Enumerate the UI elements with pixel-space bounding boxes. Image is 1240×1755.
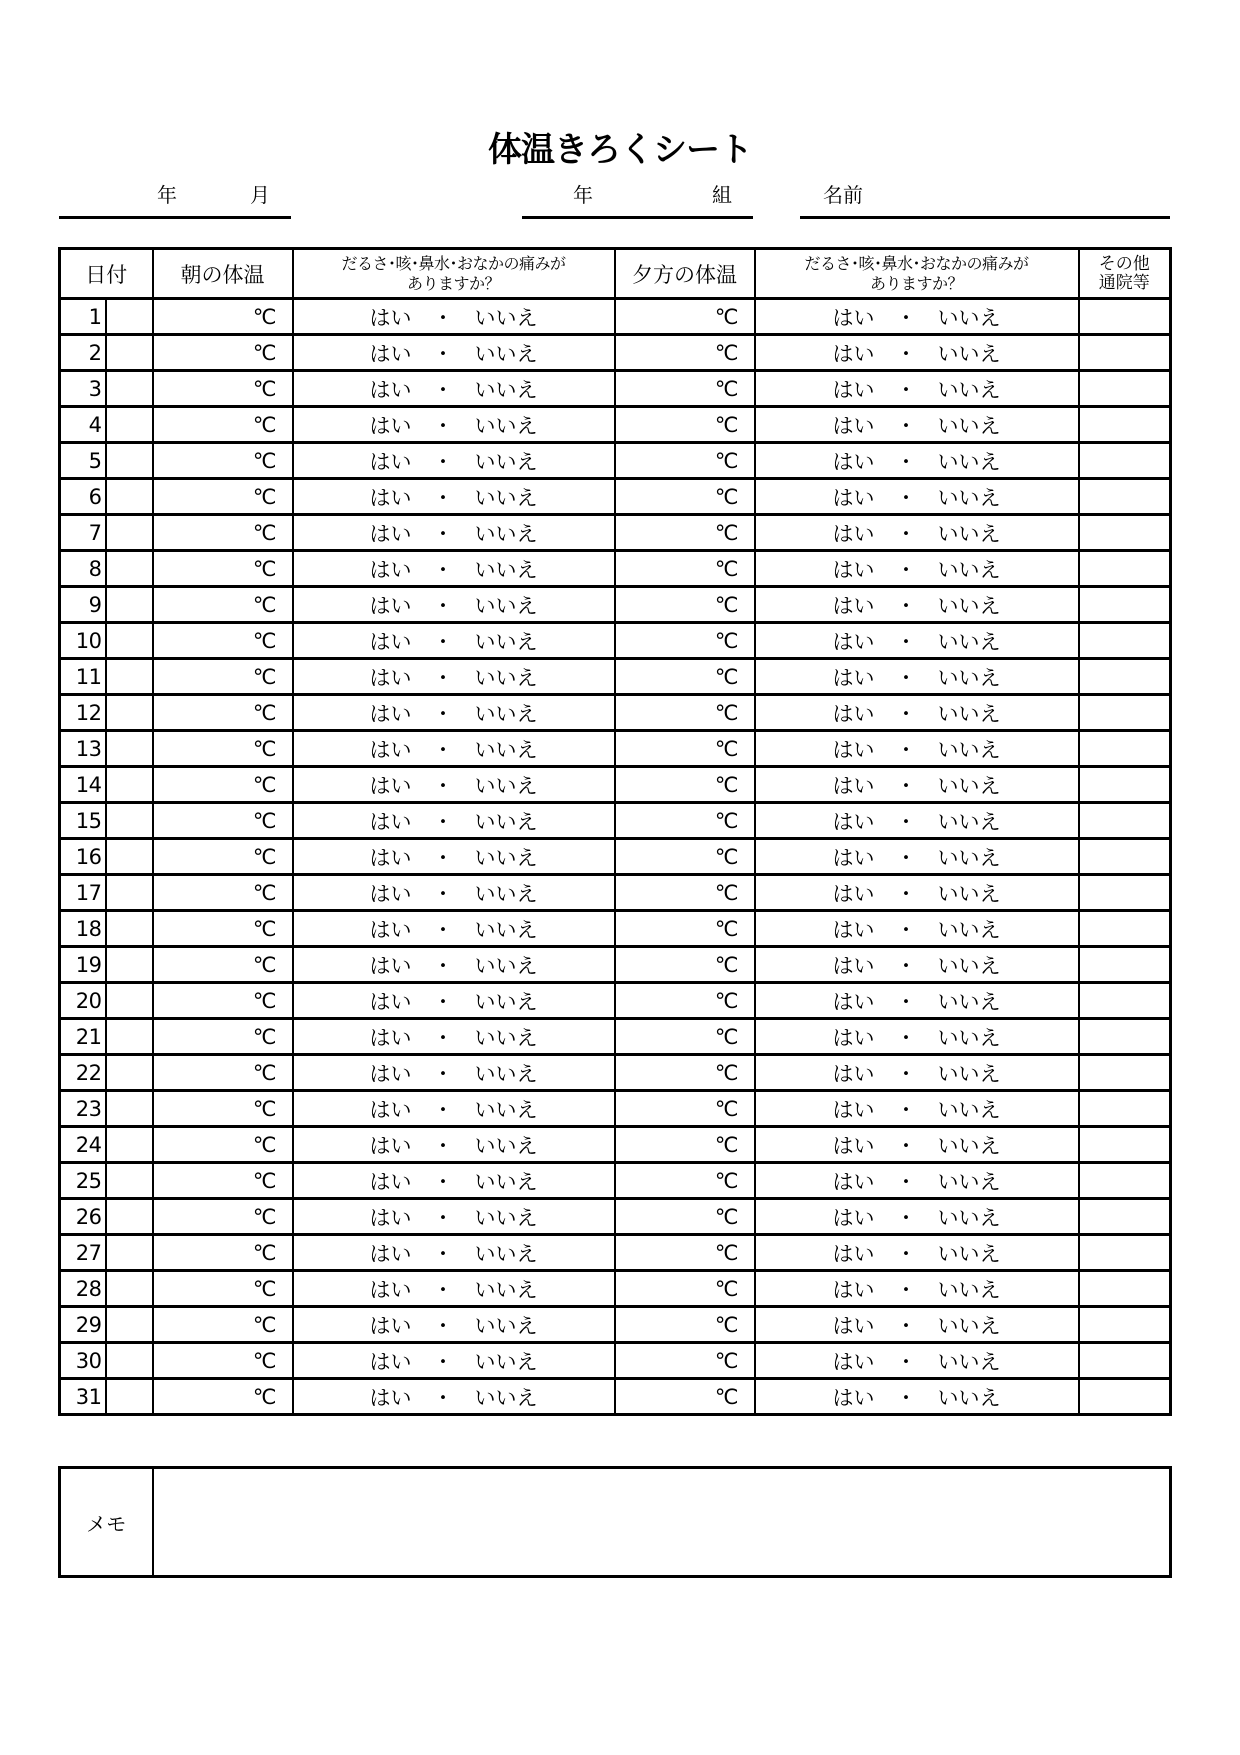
date-entry-cell[interactable] bbox=[106, 1019, 153, 1055]
evening-symptoms-choice[interactable]: はい ・ いいえ bbox=[755, 407, 1079, 443]
day-number: 20 bbox=[60, 983, 106, 1019]
other-notes-cell[interactable] bbox=[1079, 299, 1171, 335]
table-row bbox=[60, 1343, 1171, 1379]
morning-temp-cell[interactable]: ℃ bbox=[153, 911, 293, 947]
other-notes-cell[interactable] bbox=[1079, 407, 1171, 443]
evening-temp-cell[interactable]: ℃ bbox=[615, 983, 755, 1019]
other-notes-cell[interactable] bbox=[1079, 947, 1171, 983]
day-number: 24 bbox=[60, 1127, 106, 1163]
date-entry-cell[interactable] bbox=[106, 371, 153, 407]
table-row bbox=[60, 659, 1171, 695]
evening-temp-cell[interactable]: ℃ bbox=[615, 1055, 755, 1091]
morning-symptoms-choice[interactable]: はい ・ いいえ bbox=[293, 1199, 615, 1235]
header-evening-symptoms-line1: だるさ･咳･鼻水･おなかの痛みが bbox=[804, 253, 1029, 273]
month-label: 月 bbox=[250, 183, 270, 207]
date-entry-cell[interactable] bbox=[106, 299, 153, 335]
morning-temp-cell[interactable]: ℃ bbox=[153, 1271, 293, 1307]
evening-temp-cell[interactable]: ℃ bbox=[615, 803, 755, 839]
other-notes-cell[interactable] bbox=[1079, 1019, 1171, 1055]
morning-symptoms-choice[interactable]: はい ・ いいえ bbox=[293, 947, 615, 983]
day-number: 23 bbox=[60, 1091, 106, 1127]
header-other-line2: 通院等 bbox=[1098, 272, 1150, 293]
header-evening-symptoms bbox=[755, 249, 1079, 299]
morning-symptoms-choice[interactable]: はい ・ いいえ bbox=[293, 875, 615, 911]
day-number: 18 bbox=[60, 911, 106, 947]
morning-temp-cell[interactable]: ℃ bbox=[153, 407, 293, 443]
evening-temp-cell[interactable]: ℃ bbox=[615, 299, 755, 335]
table-row bbox=[60, 1163, 1171, 1199]
evening-symptoms-choice[interactable]: はい ・ いいえ bbox=[755, 1343, 1079, 1379]
morning-temp-cell[interactable]: ℃ bbox=[153, 1307, 293, 1343]
table-body bbox=[60, 299, 1171, 1415]
other-notes-cell[interactable] bbox=[1079, 911, 1171, 947]
evening-temp-cell[interactable]: ℃ bbox=[615, 335, 755, 371]
table-row bbox=[60, 407, 1171, 443]
other-notes-cell[interactable] bbox=[1079, 443, 1171, 479]
date-entry-cell[interactable] bbox=[106, 839, 153, 875]
evening-symptoms-choice[interactable]: はい ・ いいえ bbox=[755, 1163, 1079, 1199]
date-entry-cell[interactable] bbox=[106, 1091, 153, 1127]
table-row bbox=[60, 1235, 1171, 1271]
date-entry-cell[interactable] bbox=[106, 731, 153, 767]
morning-temp-cell[interactable]: ℃ bbox=[153, 839, 293, 875]
date-entry-cell[interactable] bbox=[106, 407, 153, 443]
table-row bbox=[60, 515, 1171, 551]
other-notes-cell[interactable] bbox=[1079, 1055, 1171, 1091]
morning-temp-cell[interactable]: ℃ bbox=[153, 1127, 293, 1163]
evening-temp-cell[interactable]: ℃ bbox=[615, 587, 755, 623]
page-title: 体温きろくシート bbox=[488, 130, 752, 170]
table-row bbox=[60, 479, 1171, 515]
header-other bbox=[1079, 249, 1171, 299]
day-number: 25 bbox=[60, 1163, 106, 1199]
other-notes-cell[interactable] bbox=[1079, 551, 1171, 587]
morning-symptoms-choice[interactable]: はい ・ いいえ bbox=[293, 731, 615, 767]
date-entry-cell[interactable] bbox=[106, 659, 153, 695]
morning-temp-cell[interactable]: ℃ bbox=[153, 587, 293, 623]
morning-symptoms-choice[interactable]: はい ・ いいえ bbox=[293, 515, 615, 551]
other-notes-cell[interactable] bbox=[1079, 1307, 1171, 1343]
other-notes-cell[interactable] bbox=[1079, 1091, 1171, 1127]
day-number: 4 bbox=[60, 407, 106, 443]
day-number: 3 bbox=[60, 371, 106, 407]
morning-temp-cell[interactable]: ℃ bbox=[153, 551, 293, 587]
morning-temp-cell[interactable]: ℃ bbox=[153, 1235, 293, 1271]
evening-symptoms-choice[interactable]: はい ・ いいえ bbox=[755, 839, 1079, 875]
other-notes-cell[interactable] bbox=[1079, 515, 1171, 551]
other-notes-cell[interactable] bbox=[1079, 371, 1171, 407]
evening-symptoms-choice[interactable]: はい ・ いいえ bbox=[755, 551, 1079, 587]
day-number: 7 bbox=[60, 515, 106, 551]
morning-temp-cell[interactable]: ℃ bbox=[153, 1343, 293, 1379]
evening-temp-cell[interactable]: ℃ bbox=[615, 839, 755, 875]
header-morning-symptoms-line2: ありますか？ bbox=[406, 273, 500, 293]
evening-temp-cell[interactable]: ℃ bbox=[615, 407, 755, 443]
morning-symptoms-choice[interactable]: はい ・ いいえ bbox=[293, 1307, 615, 1343]
evening-temp-cell[interactable]: ℃ bbox=[615, 1379, 755, 1415]
memo-label: メモ bbox=[60, 1468, 153, 1577]
evening-symptoms-choice[interactable]: はい ・ いいえ bbox=[755, 515, 1079, 551]
evening-temp-cell[interactable]: ℃ bbox=[615, 1343, 755, 1379]
morning-temp-cell[interactable]: ℃ bbox=[153, 1055, 293, 1091]
evening-temp-cell[interactable]: ℃ bbox=[615, 623, 755, 659]
other-notes-cell[interactable] bbox=[1079, 659, 1171, 695]
day-number: 31 bbox=[60, 1379, 106, 1415]
evening-temp-cell[interactable]: ℃ bbox=[615, 1199, 755, 1235]
evening-temp-cell[interactable]: ℃ bbox=[615, 1307, 755, 1343]
table-row bbox=[60, 587, 1171, 623]
morning-temp-cell[interactable]: ℃ bbox=[153, 299, 293, 335]
day-number: 15 bbox=[60, 803, 106, 839]
morning-symptoms-choice[interactable]: はい ・ いいえ bbox=[293, 983, 615, 1019]
table-row bbox=[60, 731, 1171, 767]
table-row bbox=[60, 1019, 1171, 1055]
header-evening-symptoms-line2: ありますか？ bbox=[869, 273, 963, 293]
evening-symptoms-choice[interactable]: はい ・ いいえ bbox=[755, 947, 1079, 983]
day-number: 5 bbox=[60, 443, 106, 479]
morning-temp-cell[interactable]: ℃ bbox=[153, 803, 293, 839]
evening-symptoms-choice[interactable]: はい ・ いいえ bbox=[755, 659, 1079, 695]
evening-symptoms-choice[interactable]: はい ・ いいえ bbox=[755, 1307, 1079, 1343]
year-label: 年 bbox=[157, 183, 177, 207]
table-row bbox=[60, 1379, 1171, 1415]
morning-temp-cell[interactable]: ℃ bbox=[153, 443, 293, 479]
evening-temp-cell[interactable]: ℃ bbox=[615, 515, 755, 551]
date-entry-cell[interactable] bbox=[106, 443, 153, 479]
other-notes-cell[interactable] bbox=[1079, 335, 1171, 371]
date-entry-cell[interactable] bbox=[106, 1127, 153, 1163]
morning-symptoms-choice[interactable]: はい ・ いいえ bbox=[293, 479, 615, 515]
other-notes-cell[interactable] bbox=[1079, 479, 1171, 515]
morning-temp-cell[interactable]: ℃ bbox=[153, 623, 293, 659]
name-label: 名前 bbox=[823, 183, 863, 207]
table-row bbox=[60, 1307, 1171, 1343]
other-notes-cell[interactable] bbox=[1079, 587, 1171, 623]
other-notes-cell[interactable] bbox=[1079, 623, 1171, 659]
evening-temp-cell[interactable]: ℃ bbox=[615, 911, 755, 947]
evening-symptoms-choice[interactable]: はい ・ いいえ bbox=[755, 1055, 1079, 1091]
date-entry-cell[interactable] bbox=[106, 587, 153, 623]
morning-symptoms-choice[interactable]: はい ・ いいえ bbox=[293, 1271, 615, 1307]
morning-temp-cell[interactable]: ℃ bbox=[153, 875, 293, 911]
table-row bbox=[60, 1091, 1171, 1127]
evening-symptoms-choice[interactable]: はい ・ いいえ bbox=[755, 875, 1079, 911]
date-entry-cell[interactable] bbox=[106, 1379, 153, 1415]
morning-symptoms-choice[interactable]: はい ・ いいえ bbox=[293, 1343, 615, 1379]
morning-symptoms-choice[interactable]: はい ・ いいえ bbox=[293, 839, 615, 875]
evening-temp-cell[interactable]: ℃ bbox=[615, 443, 755, 479]
morning-temp-cell[interactable]: ℃ bbox=[153, 767, 293, 803]
day-number: 13 bbox=[60, 731, 106, 767]
other-notes-cell[interactable] bbox=[1079, 983, 1171, 1019]
table-row bbox=[60, 1199, 1171, 1235]
table-row bbox=[60, 371, 1171, 407]
date-entry-cell[interactable] bbox=[106, 551, 153, 587]
date-entry-cell[interactable] bbox=[106, 875, 153, 911]
other-notes-cell[interactable] bbox=[1079, 767, 1171, 803]
date-entry-cell[interactable] bbox=[106, 335, 153, 371]
table-row bbox=[60, 983, 1171, 1019]
other-notes-cell[interactable] bbox=[1079, 1199, 1171, 1235]
evening-symptoms-choice[interactable]: はい ・ いいえ bbox=[755, 1379, 1079, 1415]
morning-temp-cell[interactable]: ℃ bbox=[153, 695, 293, 731]
other-notes-cell[interactable] bbox=[1079, 1163, 1171, 1199]
evening-temp-cell[interactable]: ℃ bbox=[615, 947, 755, 983]
evening-temp-cell[interactable]: ℃ bbox=[615, 767, 755, 803]
table-header-row bbox=[60, 249, 1171, 299]
year-month-underline[interactable] bbox=[59, 216, 291, 219]
day-number: 2 bbox=[60, 335, 106, 371]
morning-temp-cell[interactable]: ℃ bbox=[153, 731, 293, 767]
header-date: 日付 bbox=[60, 249, 153, 299]
table-row bbox=[60, 1271, 1171, 1307]
morning-symptoms-choice[interactable]: はい ・ いいえ bbox=[293, 407, 615, 443]
evening-symptoms-choice[interactable]: はい ・ いいえ bbox=[755, 767, 1079, 803]
table-row bbox=[60, 335, 1171, 371]
day-number: 1 bbox=[60, 299, 106, 335]
memo-field[interactable] bbox=[153, 1468, 1171, 1577]
date-entry-cell[interactable] bbox=[106, 623, 153, 659]
date-entry-cell[interactable] bbox=[106, 1055, 153, 1091]
evening-temp-cell[interactable]: ℃ bbox=[615, 1019, 755, 1055]
morning-symptoms-choice[interactable]: はい ・ いいえ bbox=[293, 1055, 615, 1091]
table-row bbox=[60, 1127, 1171, 1163]
day-number: 26 bbox=[60, 1199, 106, 1235]
morning-temp-cell[interactable]: ℃ bbox=[153, 1091, 293, 1127]
morning-symptoms-choice[interactable]: はい ・ いいえ bbox=[293, 911, 615, 947]
other-notes-cell[interactable] bbox=[1079, 839, 1171, 875]
morning-symptoms-choice[interactable]: はい ・ いいえ bbox=[293, 1163, 615, 1199]
evening-symptoms-choice[interactable]: はい ・ いいえ bbox=[755, 443, 1079, 479]
evening-symptoms-choice[interactable]: はい ・ いいえ bbox=[755, 587, 1079, 623]
evening-temp-cell[interactable]: ℃ bbox=[615, 1235, 755, 1271]
table-row bbox=[60, 623, 1171, 659]
header-other-line1: その他 bbox=[1098, 253, 1150, 274]
morning-temp-cell[interactable]: ℃ bbox=[153, 1163, 293, 1199]
other-notes-cell[interactable] bbox=[1079, 1343, 1171, 1379]
date-entry-cell[interactable] bbox=[106, 1307, 153, 1343]
day-number: 12 bbox=[60, 695, 106, 731]
other-notes-cell[interactable] bbox=[1079, 1235, 1171, 1271]
table-row bbox=[60, 695, 1171, 731]
grade-class-underline[interactable] bbox=[522, 216, 753, 219]
morning-symptoms-choice[interactable]: はい ・ いいえ bbox=[293, 551, 615, 587]
evening-temp-cell[interactable]: ℃ bbox=[615, 875, 755, 911]
date-entry-cell[interactable] bbox=[106, 1235, 153, 1271]
day-number: 8 bbox=[60, 551, 106, 587]
date-entry-cell[interactable] bbox=[106, 911, 153, 947]
day-number: 27 bbox=[60, 1235, 106, 1271]
date-entry-cell[interactable] bbox=[106, 1343, 153, 1379]
date-entry-cell[interactable] bbox=[106, 803, 153, 839]
morning-symptoms-choice[interactable]: はい ・ いいえ bbox=[293, 803, 615, 839]
evening-symptoms-choice[interactable]: はい ・ いいえ bbox=[755, 299, 1079, 335]
day-number: 19 bbox=[60, 947, 106, 983]
morning-symptoms-choice[interactable]: はい ・ いいえ bbox=[293, 695, 615, 731]
day-number: 11 bbox=[60, 659, 106, 695]
day-number: 30 bbox=[60, 1343, 106, 1379]
morning-symptoms-choice[interactable]: はい ・ いいえ bbox=[293, 443, 615, 479]
evening-symptoms-choice[interactable]: はい ・ いいえ bbox=[755, 623, 1079, 659]
date-entry-cell[interactable] bbox=[106, 479, 153, 515]
date-entry-cell[interactable] bbox=[106, 983, 153, 1019]
day-number: 29 bbox=[60, 1307, 106, 1343]
morning-temp-cell[interactable]: ℃ bbox=[153, 335, 293, 371]
evening-symptoms-choice[interactable]: はい ・ いいえ bbox=[755, 1127, 1079, 1163]
temperature-table bbox=[58, 247, 1172, 1416]
header-evening-temp: 夕方の体温 bbox=[615, 249, 755, 299]
morning-symptoms-choice[interactable]: はい ・ いいえ bbox=[293, 587, 615, 623]
header-morning-symptoms-line1: だるさ･咳･鼻水･おなかの痛みが bbox=[341, 253, 566, 273]
evening-temp-cell[interactable]: ℃ bbox=[615, 371, 755, 407]
other-notes-cell[interactable] bbox=[1079, 1271, 1171, 1307]
morning-symptoms-choice[interactable]: はい ・ いいえ bbox=[293, 623, 615, 659]
date-entry-cell[interactable] bbox=[106, 515, 153, 551]
name-underline[interactable] bbox=[800, 216, 1170, 219]
evening-symptoms-choice[interactable]: はい ・ いいえ bbox=[755, 479, 1079, 515]
morning-symptoms-choice[interactable]: はい ・ いいえ bbox=[293, 767, 615, 803]
evening-temp-cell[interactable]: ℃ bbox=[615, 479, 755, 515]
evening-symptoms-choice[interactable]: はい ・ いいえ bbox=[755, 1091, 1079, 1127]
morning-symptoms-choice[interactable]: はい ・ いいえ bbox=[293, 335, 615, 371]
table-row bbox=[60, 767, 1171, 803]
morning-temp-cell[interactable]: ℃ bbox=[153, 983, 293, 1019]
other-notes-cell[interactable] bbox=[1079, 1127, 1171, 1163]
header-morning-temp: 朝の体温 bbox=[153, 249, 293, 299]
date-entry-cell[interactable] bbox=[106, 695, 153, 731]
morning-symptoms-choice[interactable]: はい ・ いいえ bbox=[293, 659, 615, 695]
other-notes-cell[interactable] bbox=[1079, 803, 1171, 839]
date-entry-cell[interactable] bbox=[106, 947, 153, 983]
evening-temp-cell[interactable]: ℃ bbox=[615, 731, 755, 767]
day-number: 6 bbox=[60, 479, 106, 515]
evening-symptoms-choice[interactable]: はい ・ いいえ bbox=[755, 1271, 1079, 1307]
morning-symptoms-choice[interactable]: はい ・ いいえ bbox=[293, 1379, 615, 1415]
evening-symptoms-choice[interactable]: はい ・ いいえ bbox=[755, 1199, 1079, 1235]
evening-symptoms-choice[interactable]: はい ・ いいえ bbox=[755, 803, 1079, 839]
table-row bbox=[60, 551, 1171, 587]
other-notes-cell[interactable] bbox=[1079, 731, 1171, 767]
morning-symptoms-choice[interactable]: はい ・ いいえ bbox=[293, 371, 615, 407]
class-label: 組 bbox=[712, 183, 732, 207]
morning-temp-cell[interactable]: ℃ bbox=[153, 659, 293, 695]
day-number: 17 bbox=[60, 875, 106, 911]
evening-temp-cell[interactable]: ℃ bbox=[615, 659, 755, 695]
morning-temp-cell[interactable]: ℃ bbox=[153, 1199, 293, 1235]
morning-temp-cell[interactable]: ℃ bbox=[153, 947, 293, 983]
morning-temp-cell[interactable]: ℃ bbox=[153, 515, 293, 551]
day-number: 28 bbox=[60, 1271, 106, 1307]
date-entry-cell[interactable] bbox=[106, 767, 153, 803]
evening-temp-cell[interactable]: ℃ bbox=[615, 695, 755, 731]
evening-symptoms-choice[interactable]: はい ・ いいえ bbox=[755, 1019, 1079, 1055]
day-number: 14 bbox=[60, 767, 106, 803]
memo-box bbox=[58, 1466, 1172, 1578]
morning-symptoms-choice[interactable]: はい ・ いいえ bbox=[293, 1127, 615, 1163]
morning-symptoms-choice[interactable]: はい ・ いいえ bbox=[293, 1235, 615, 1271]
date-entry-cell[interactable] bbox=[106, 1163, 153, 1199]
other-notes-cell[interactable] bbox=[1079, 1379, 1171, 1415]
evening-symptoms-choice[interactable]: はい ・ いいえ bbox=[755, 335, 1079, 371]
morning-symptoms-choice[interactable]: はい ・ いいえ bbox=[293, 1091, 615, 1127]
evening-symptoms-choice[interactable]: はい ・ いいえ bbox=[755, 371, 1079, 407]
day-number: 9 bbox=[60, 587, 106, 623]
morning-temp-cell[interactable]: ℃ bbox=[153, 1019, 293, 1055]
day-number: 21 bbox=[60, 1019, 106, 1055]
evening-temp-cell[interactable]: ℃ bbox=[615, 551, 755, 587]
grade-label: 年 bbox=[573, 183, 593, 207]
other-notes-cell[interactable] bbox=[1079, 695, 1171, 731]
day-number: 10 bbox=[60, 623, 106, 659]
evening-temp-cell[interactable]: ℃ bbox=[615, 1163, 755, 1199]
evening-symptoms-choice[interactable]: はい ・ いいえ bbox=[755, 695, 1079, 731]
morning-symptoms-choice[interactable]: はい ・ いいえ bbox=[293, 299, 615, 335]
evening-temp-cell[interactable]: ℃ bbox=[615, 1091, 755, 1127]
table-row bbox=[60, 839, 1171, 875]
morning-symptoms-choice[interactable]: はい ・ いいえ bbox=[293, 1019, 615, 1055]
table-row bbox=[60, 443, 1171, 479]
evening-symptoms-choice[interactable]: はい ・ いいえ bbox=[755, 1235, 1079, 1271]
day-number: 22 bbox=[60, 1055, 106, 1091]
evening-symptoms-choice[interactable]: はい ・ いいえ bbox=[755, 911, 1079, 947]
table-row bbox=[60, 299, 1171, 335]
date-entry-cell[interactable] bbox=[106, 1199, 153, 1235]
morning-temp-cell[interactable]: ℃ bbox=[153, 1379, 293, 1415]
table-row bbox=[60, 875, 1171, 911]
evening-temp-cell[interactable]: ℃ bbox=[615, 1127, 755, 1163]
morning-temp-cell[interactable]: ℃ bbox=[153, 479, 293, 515]
table-row bbox=[60, 803, 1171, 839]
table-row bbox=[60, 1055, 1171, 1091]
header-morning-symptoms bbox=[293, 249, 615, 299]
table-row bbox=[60, 947, 1171, 983]
evening-symptoms-choice[interactable]: はい ・ いいえ bbox=[755, 983, 1079, 1019]
day-number: 16 bbox=[60, 839, 106, 875]
morning-temp-cell[interactable]: ℃ bbox=[153, 371, 293, 407]
table-row bbox=[60, 911, 1171, 947]
evening-symptoms-choice[interactable]: はい ・ いいえ bbox=[755, 731, 1079, 767]
other-notes-cell[interactable] bbox=[1079, 875, 1171, 911]
evening-temp-cell[interactable]: ℃ bbox=[615, 1271, 755, 1307]
date-entry-cell[interactable] bbox=[106, 1271, 153, 1307]
